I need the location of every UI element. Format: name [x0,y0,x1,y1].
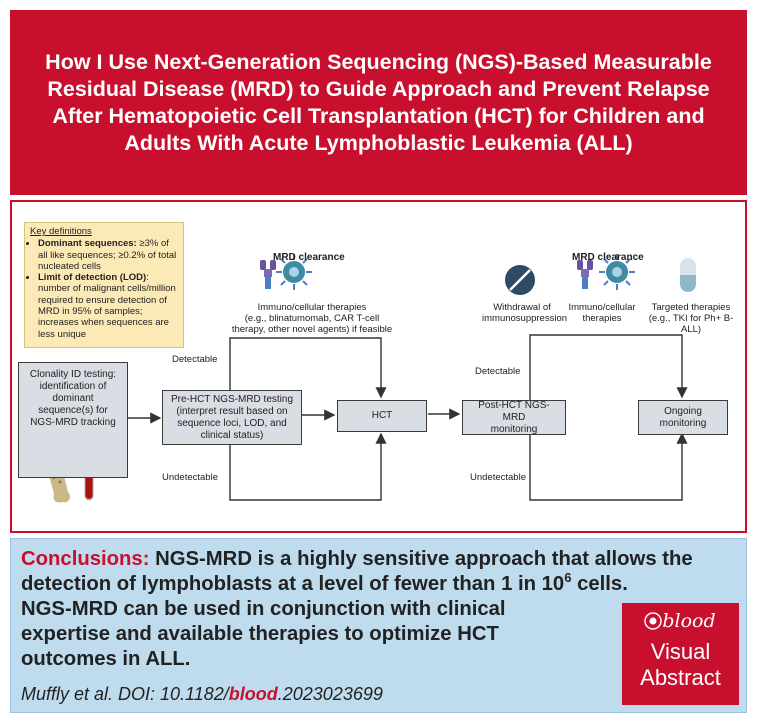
page-title: How I Use Next-Generation Sequencing (NGS)-Based Measurable Residual Disease (MRD) to Guide Approach and Prevent Relapse After Hematopoietic Cell Transplantation (HCT) for Children and Adults With Acute Lymphoblastic Leukemia (ALL) [45,49,712,155]
targeted-therapies-label: Targeted therapies (e.g., TKI for Ph+ B-ALL) [648,302,734,335]
capsule-icon [680,258,696,292]
doi-citation: Muffly et al. DOI: 10.1182/blood.2023023699 [21,684,383,704]
title-banner [10,10,747,195]
conclusions-line1: Conclusions: NGS-MRD is a highly sensitive approach that allows the detection of lymphoblasts at a level of fewer than 1 in $10^6$ cells. [21,548,693,595]
pre-hct-therapies-label: Immuno/cellular therapies (e.g., blinatumomab, CAR T-cell therapy, other novel agents) if feasible [231,302,393,335]
key-definitions-panel [24,222,184,348]
detectable-label-pre: Detectable [172,354,218,365]
blood-drop-icon [644,612,662,630]
ongoing-monitoring-box: Ongoing monitoring [638,400,728,435]
conclusions-line5: outcomes in ALL. [21,648,191,670]
conclusions-panel [10,538,747,713]
mrd-clearance-label-post: MRD clearance [572,252,644,263]
arrow-detectable-to-ongoing [530,335,682,400]
mrd-clearance-label-pre: MRD clearance [273,252,345,263]
antibody-icon [577,260,593,289]
post-immuno-label: Immuno/cellular therapies [568,302,636,324]
post-hct-monitoring-box: Post-HCT NGS-MRD monitoring [462,400,566,435]
arrow-undetectable-to-ongoing [530,434,682,500]
badge-line-abstract: Abstract [640,665,721,690]
antibody-icon [260,260,276,289]
clonality-id-box: Clonality ID testing: identification of dominant sequence(s) for NGS-MRD tracking [18,362,128,478]
definitions-heading: Key definitions [30,226,92,237]
blood-logo: blood [630,610,730,632]
definition-dominant-sequences: • Dominant sequences: ≥3% of all like sequences; ≥0.2% of total nucleated cells [38,238,178,272]
definition-lod: • Limit of detection (LOD): number of malignant cells/million required to ensure detection of MRD in 95% of samples; increases when sequences are less unique [38,272,178,340]
pill-icon [505,265,535,295]
detectable-label-post: Detectable [475,366,521,377]
pre-hct-testing-box: Pre-HCT NGS-MRD testing (interpret result based on sequence loci, LOD, and clinical status) [162,390,302,445]
withdrawal-label: Withdrawal of immunosuppression [482,302,568,324]
arrow-detectable-to-hct [230,338,381,397]
undetectable-label-pre: Undetectable [162,472,218,483]
badge-line-visual: Visual [650,639,711,664]
undetectable-label-post: Undetectable [470,472,526,483]
workflow-diagram [10,200,747,533]
visual-abstract-badge [622,603,739,705]
conclusions-line3: NGS-MRD can be used in conjunction with clinical [21,598,506,620]
hct-box: HCT [337,400,427,432]
conclusions-line4: expertise and available therapies to optimize HCT [21,623,499,645]
